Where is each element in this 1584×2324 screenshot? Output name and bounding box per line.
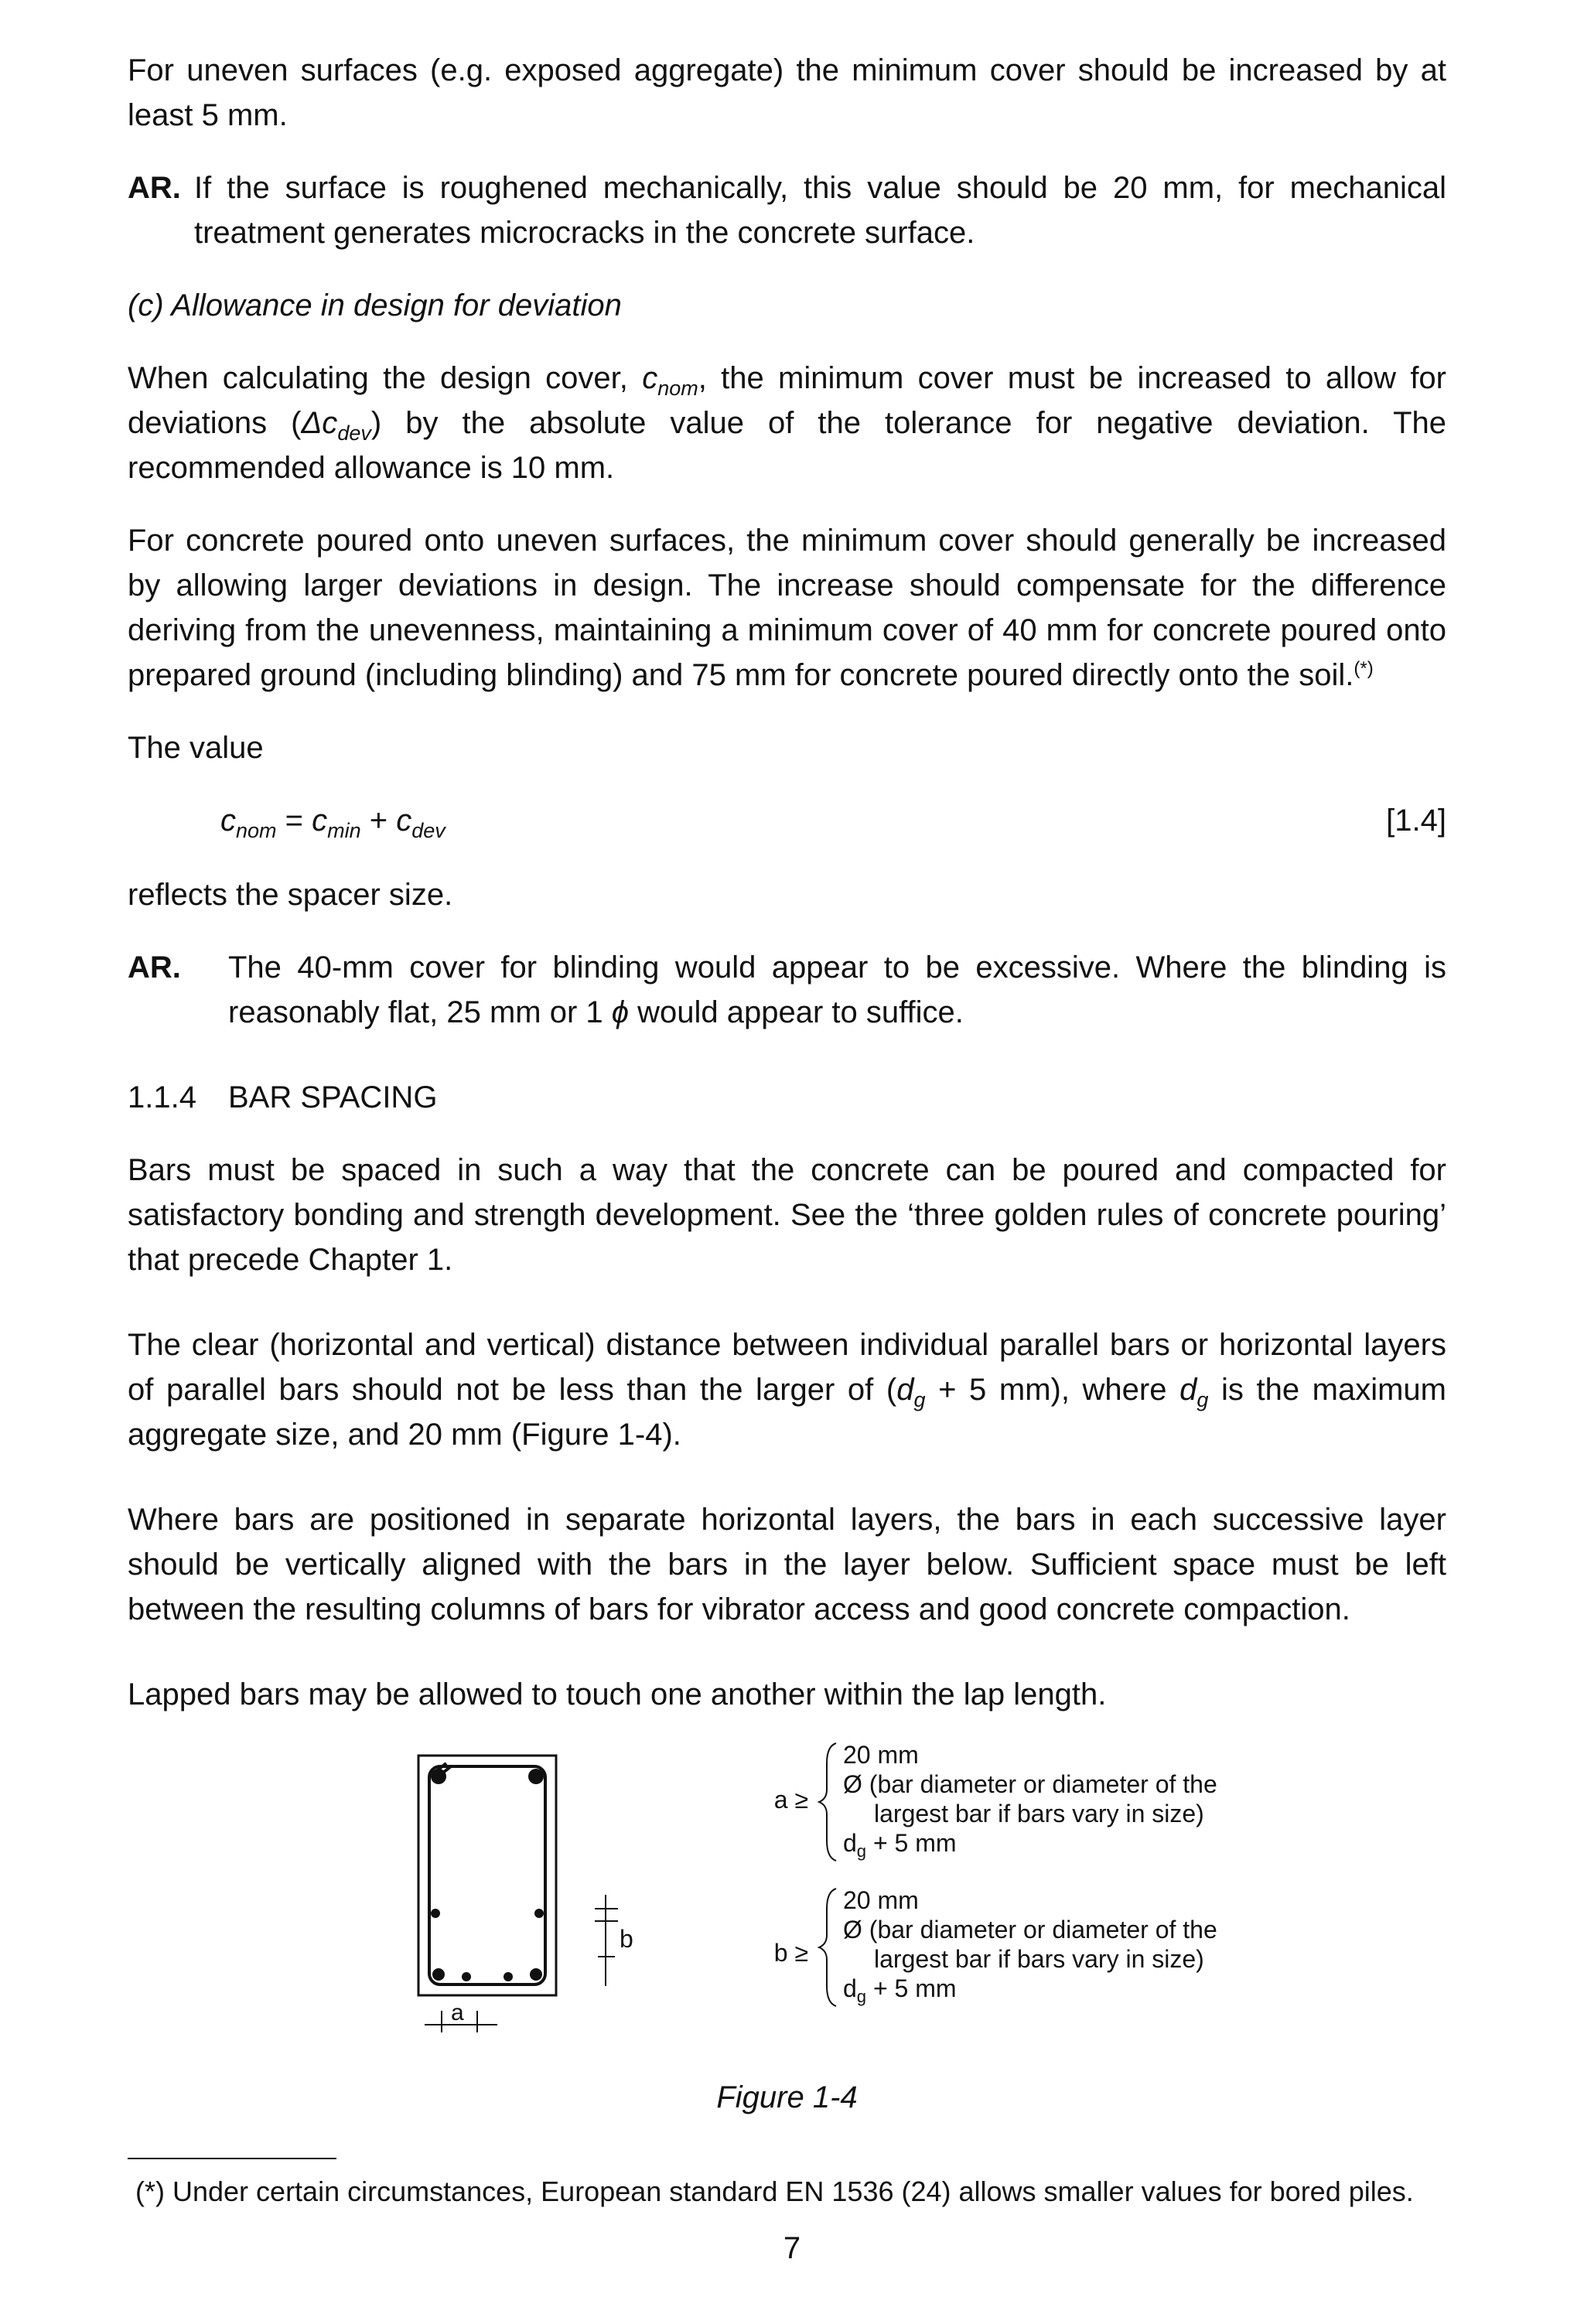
subsection-heading-c: (c) Allowance in design for deviation: [128, 288, 622, 322]
brace-b: [816, 1885, 839, 2009]
condition-line: [843, 1828, 1323, 1861]
subscript-g: g: [856, 1987, 867, 2006]
dimension-a-label: a: [451, 2000, 464, 2025]
bar-side-right: [534, 1909, 544, 1918]
condition-b-list: [843, 1885, 1323, 2006]
text-run: ) by the absolute value of the tolerance for negative deviation. The recommended allowance is 10 mm.: [128, 406, 1446, 485]
text-run: would appear to suffice.: [629, 995, 964, 1029]
condition-a-label: a ≥: [773, 1786, 808, 1814]
text-run: For concrete poured onto uneven surfaces, the minimum cover should generally be increased by allowing larger deviations in design. The increase should compensate for the difference deriving from the unevenness, maintaining a minimum cover of 40 mm for concrete poured onto prepared ground (including blinding) and 75 mm for concrete poured directly onto the soil.: [128, 524, 1446, 692]
symbol-d: d: [843, 1974, 857, 2002]
condition-line: Ø (bar diameter or diameter of the: [843, 1916, 1217, 1943]
symbol-d: d: [1179, 1373, 1197, 1407]
paragraph-uneven-concrete: [128, 518, 1446, 698]
eq-sub-dev: dev: [411, 819, 446, 842]
symbol-c: c: [642, 361, 658, 395]
paragraph-design-cover: [128, 356, 1446, 490]
eq-plus: +: [360, 804, 397, 838]
page-number: 7: [783, 2231, 801, 2265]
bar-bottom: [530, 1968, 542, 1981]
equation-1-4: [128, 798, 1446, 845]
footnote-marker: (*): [1354, 658, 1374, 679]
paragraph-bar-spacing: Bars must be spaced in such a way that the concrete can be poured and compacted for satisfactory bonding and strength development. See the ‘three golden rules of concrete pouring’ that precede Chapter 1.: [128, 1153, 1446, 1277]
text-run: When calculating the design cover,: [128, 361, 643, 395]
bar-bottom: [504, 1972, 513, 1981]
section-number: 1.1.4: [128, 1080, 196, 1114]
equation-number: [1.4]: [1386, 804, 1446, 838]
ar-tag: AR.: [128, 171, 181, 205]
text-run: is the maximum aggregate size, and 20 mm (Figure 1-4).: [128, 1373, 1446, 1452]
ar-note-roughened: [128, 166, 1446, 255]
symbol-d: d: [896, 1373, 914, 1407]
concrete-outline: [418, 1756, 556, 1995]
paragraph-the-value: The value: [128, 731, 264, 765]
text-run: + 5 mm: [866, 1974, 957, 2002]
eq-equals: =: [276, 804, 312, 838]
text-run: The clear (horizontal and vertical) distance between individual parallel bars or horizontal layers of parallel bars should not be less than the larger of (: [128, 1328, 1446, 1407]
dimension-b-label: b: [620, 1925, 633, 1953]
eq-sub-nom: nom: [236, 819, 277, 842]
subscript-g: g: [913, 1388, 926, 1411]
eq-c: c: [396, 804, 412, 838]
beam-section-diagram: [412, 1740, 737, 2034]
text-run: , the minimum cover must be increased to allow for deviations (: [128, 361, 1446, 440]
subscript-g: g: [856, 1841, 867, 1861]
condition-line: Ø (bar diameter or diameter of the: [843, 1770, 1217, 1798]
eq-sub-min: min: [327, 819, 361, 842]
ar-note-text: [228, 945, 1446, 1035]
bar-top-right: [528, 1769, 544, 1784]
ar-tag: AR.: [128, 950, 181, 985]
ar-note-blinding: [128, 945, 1446, 1035]
condition-line: 20 mm: [843, 1886, 919, 1914]
symbol-d: d: [843, 1829, 857, 1857]
stirrup: [429, 1766, 545, 1984]
subscript-nom: nom: [657, 377, 698, 400]
paragraph-spacer-size: reflects the spacer size.: [128, 878, 453, 912]
equation-formula: [220, 798, 446, 843]
text-run: + 5 mm), where: [925, 1373, 1180, 1407]
brace-a: [816, 1740, 839, 1864]
bar-top-left: [431, 1769, 446, 1784]
symbol-phi: ϕ: [611, 995, 630, 1029]
symbol-delta-c: Δc: [301, 406, 338, 440]
footnote-rule: [128, 2158, 336, 2159]
bar-bottom: [432, 1968, 445, 1981]
paragraph-lapped-bars: Lapped bars may be allowed to touch one another within the lap length.: [128, 1677, 1107, 1711]
condition-a-list: [843, 1740, 1323, 1861]
footnote: (*) Under certain circumstances, European standard EN 1536 (24) allows smaller values for bored piles.: [135, 2176, 1414, 2207]
subscript-g: g: [1197, 1388, 1209, 1411]
text-run: The 40-mm cover for blinding would appear to be excessive. Where the blinding is reasonably flat, 25 mm or 1: [228, 950, 1446, 1029]
figure-caption: Figure 1-4: [716, 2080, 858, 2114]
section-title: BAR SPACING: [228, 1080, 438, 1114]
subscript-dev: dev: [337, 421, 371, 445]
paragraph-clear-distance: [128, 1322, 1446, 1457]
text-run: + 5 mm: [866, 1829, 957, 1857]
eq-c: c: [312, 804, 328, 838]
eq-c: c: [220, 804, 236, 838]
figure-1-4: [128, 1740, 1446, 2207]
condition-line: [843, 1974, 1323, 2006]
condition-b-label: b ≥: [773, 1939, 808, 1967]
page-content: [128, 48, 1446, 2207]
ar-note-text: If the surface is roughened mechanically, this value should be 20 mm, for mechanical treatment generates microcracks in the concrete surface.: [194, 171, 1446, 250]
paragraph-uneven-surfaces: For uneven surfaces (e.g. exposed aggregate) the minimum cover should be increased by at least 5 mm.: [128, 53, 1446, 132]
condition-line: largest bar if bars vary in size): [874, 1945, 1204, 1973]
section-heading: [128, 1075, 1446, 1120]
paragraph-horizontal-layers: Where bars are positioned in separate horizontal layers, the bars in each successive layer should be vertically aligned with the bars in the layer below. Sufficient space must be left between the resulting columns of bars for vibrator access and good concrete compaction.: [128, 1503, 1446, 1626]
bar-bottom: [462, 1972, 471, 1981]
condition-line: 20 mm: [843, 1741, 919, 1769]
condition-line: largest bar if bars vary in size): [874, 1800, 1204, 1827]
bar-side-left: [431, 1909, 440, 1918]
